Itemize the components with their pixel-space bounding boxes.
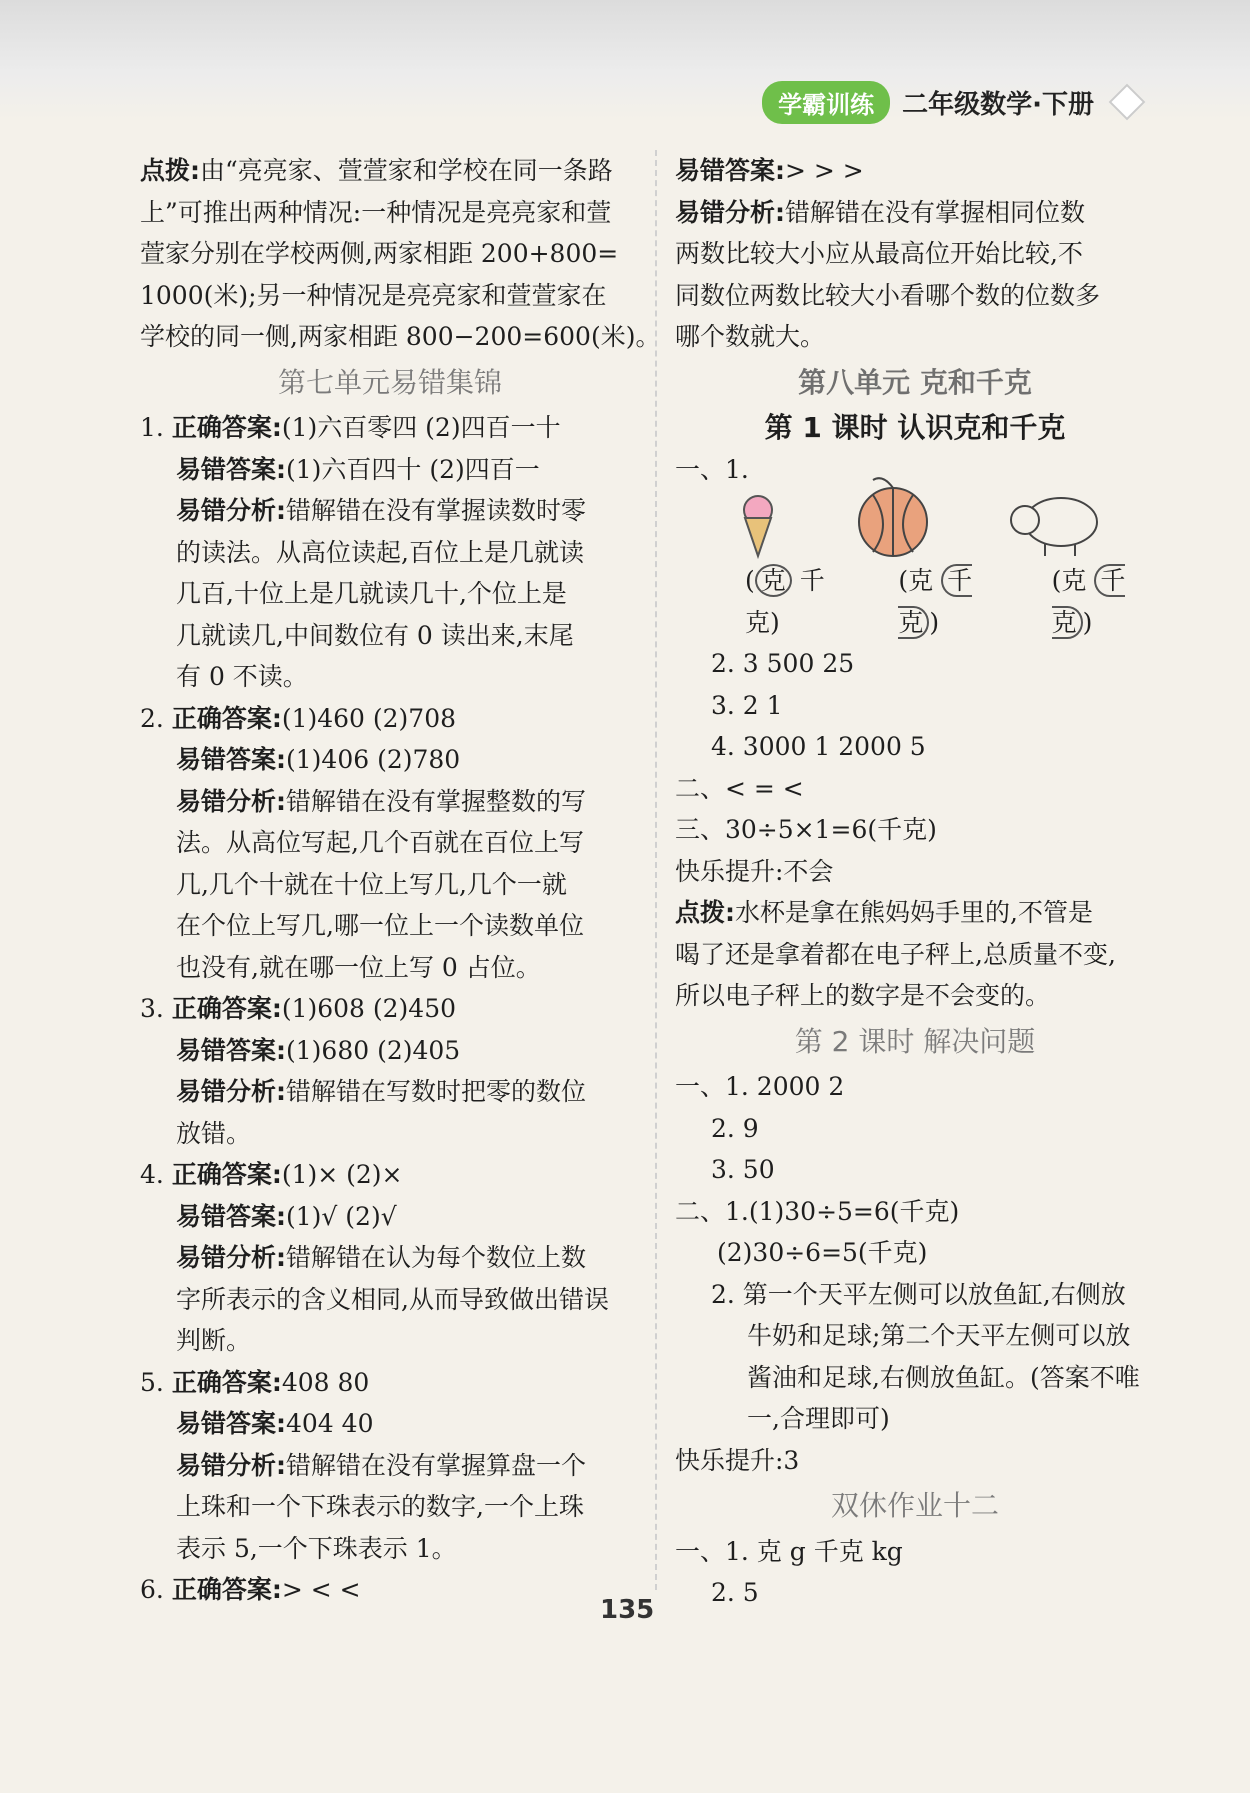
unit7-title: 第七单元易错集锦: [277, 365, 502, 399]
q4-analysis: 易错分析:错解错在认为每个数位上数: [176, 1243, 587, 1272]
l2-p2-q2-line: 酱油和足球,右侧放鱼缸。(答案不唯: [747, 1362, 1140, 1392]
w-q2: 2. 5: [711, 1578, 759, 1607]
choice-1: ( 克 千克): [745, 566, 825, 637]
q1-wrong: 易错答案:(1)六百四十 (2)四百一: [176, 454, 540, 484]
q6-analysis-line: 哪个数就大。: [675, 322, 826, 351]
q1-correct: 1. 正确答案:(1)六百零四 (2)四百一十: [140, 413, 561, 442]
tip-line: 点拨:由“亮亮家、萱萱家和学校在同一条路: [140, 156, 613, 185]
l2-p2-q1b: (2)30÷6=5(千克): [717, 1238, 928, 1267]
watermelon-icon: [843, 470, 943, 560]
running-header: [762, 80, 1140, 124]
q2-analysis-line: 在个位上写几,哪一位上一个读数单位: [176, 911, 584, 940]
right-column: [675, 150, 1155, 1614]
choice-3: (克 千克 ): [1051, 566, 1126, 637]
q5-correct: 5. 正确答案:408 80: [140, 1367, 370, 1397]
q2-analysis: 易错分析:错解错在没有掌握整数的写: [176, 786, 587, 816]
l2-happy: 快乐提升:3: [675, 1445, 800, 1475]
weight-images: [675, 490, 1155, 560]
q2-analysis-line: 也没有,就在哪一位上写 0 占位。: [176, 952, 541, 982]
circled-option: 千克: [1051, 566, 1126, 637]
weight-choices: [675, 560, 1155, 643]
l1-q4: 4. 3000 1 2000 5: [711, 732, 926, 761]
l1-tip-line: 喝了还是拿着都在电子秤上,总质量不变,: [675, 939, 1116, 969]
q4-wrong: 易错答案:(1)√ (2)√: [176, 1201, 397, 1231]
l2-p2-q2: 2. 第一个天平左侧可以放鱼缸,右侧放: [711, 1279, 1126, 1309]
q1-analysis: 易错分析:错解错在没有掌握读数时零: [176, 496, 587, 525]
l1-tip-line: 所以电子秤上的数字是不会变的。: [675, 981, 1051, 1010]
lesson1-title: 第 1 课时 认识克和千克: [764, 411, 1066, 444]
l1-part3: 三、30÷5×1=6(千克): [675, 815, 937, 844]
page-number: 135: [600, 1595, 655, 1625]
book-title: 二年级数学·下册: [902, 89, 1094, 120]
l1-q3: 3. 2 1: [711, 690, 783, 720]
l1-part1: 一、1.: [675, 454, 749, 484]
sheep-icon: [1003, 490, 1103, 560]
q6-correct: 6. 正确答案:> < <: [140, 1575, 361, 1604]
tip-line: 1000(米);另一种情况是亮亮家和萱萱家在: [140, 280, 607, 310]
l2-p2-q1a: 二、1.(1)30÷5=6(千克): [675, 1196, 960, 1226]
series-badge: 学霸训练: [762, 81, 890, 124]
l2-p1-q2: 2. 9: [711, 1113, 759, 1143]
q1-analysis-line: 有 0 不读。: [176, 662, 308, 691]
q5-analysis: 易错分析:错解错在没有掌握算盘一个: [176, 1450, 587, 1480]
l2-p1-q1: 一、1. 2000 2: [675, 1072, 845, 1101]
unit8-title: 第八单元 克和千克: [798, 365, 1032, 399]
w-q1: 一、1. 克 g 千克 kg: [675, 1536, 903, 1566]
q5-analysis-line: 上珠和一个下珠表示的数字,一个上珠: [176, 1492, 584, 1521]
tip-line: 萱家分别在学校两侧,两家相距 200+800=: [140, 239, 619, 268]
weekend-title: 双休作业十二: [830, 1489, 999, 1522]
l1-happy: 快乐提升:不会: [675, 856, 834, 886]
l2-p1-q3: 3. 50: [711, 1155, 775, 1184]
lesson2-title: 第 2 课时 解决问题: [794, 1024, 1036, 1058]
q2-analysis-line: 几,几个十就在十位上写几,几个一就: [176, 869, 567, 899]
l1-part2: 二、< = <: [675, 773, 804, 803]
q4-analysis-line: 字所表示的含义相同,从而导致做出错误: [176, 1284, 609, 1314]
q4-correct: 4. 正确答案:(1)× (2)×: [140, 1160, 403, 1189]
q2-analysis-line: 法。从高位写起,几个百就在百位上写: [176, 828, 584, 857]
q2-correct: 2. 正确答案:(1)460 (2)708: [140, 703, 457, 733]
q1-analysis-line: 几就读几,中间数位有 0 读出来,末尾: [176, 620, 574, 650]
q3-wrong: 易错答案:(1)680 (2)405: [176, 1035, 461, 1065]
ice-cream-icon: [733, 490, 783, 560]
l2-p2-q2-line: 一,合理即可): [747, 1404, 890, 1433]
q4-analysis-line: 判断。: [176, 1326, 252, 1355]
l1-q2: 2. 3 500 25: [711, 649, 855, 678]
q3-analysis-line: 放错。: [176, 1118, 252, 1148]
q3-correct: 3. 正确答案:(1)608 (2)450: [140, 994, 457, 1023]
column-divider: [655, 150, 657, 1590]
q6-analysis: 易错分析:错解错在没有掌握相同位数: [675, 197, 1086, 227]
q5-analysis-line: 表示 5,一个下珠表示 1。: [176, 1533, 457, 1563]
tip-line: 上”可推出两种情况:一种情况是亮亮家和萱: [140, 197, 612, 227]
q1-analysis-line: 几百,十位上是几就读几十,个位上是: [176, 579, 567, 608]
diamond-icon: [1109, 84, 1146, 121]
q3-analysis: 易错分析:错解错在写数时把零的数位: [176, 1077, 587, 1106]
q6-wrong: 易错答案:> > >: [675, 156, 864, 185]
tip-line: 学校的同一侧,两家相距 800−200=600(米)。: [140, 322, 661, 351]
q6-analysis-line: 同数位两数比较大小看哪个数的位数多: [675, 280, 1101, 310]
circled-option: 克: [755, 564, 792, 597]
choice-2: (克 千克 ): [898, 566, 973, 637]
q5-wrong: 易错答案:404 40: [176, 1409, 374, 1438]
l2-p2-q2-line: 牛奶和足球;第二个天平左侧可以放: [747, 1321, 1131, 1350]
circled-option: 千克: [898, 566, 973, 637]
q2-wrong: 易错答案:(1)406 (2)780: [176, 745, 461, 774]
q1-analysis-line: 的读法。从高位读起,百位上是几就读: [176, 537, 584, 567]
l1-tip: 点拨:水杯是拿在熊妈妈手里的,不管是: [675, 898, 1093, 927]
q6-analysis-line: 两数比较大小应从最高位开始比较,不: [675, 239, 1083, 268]
